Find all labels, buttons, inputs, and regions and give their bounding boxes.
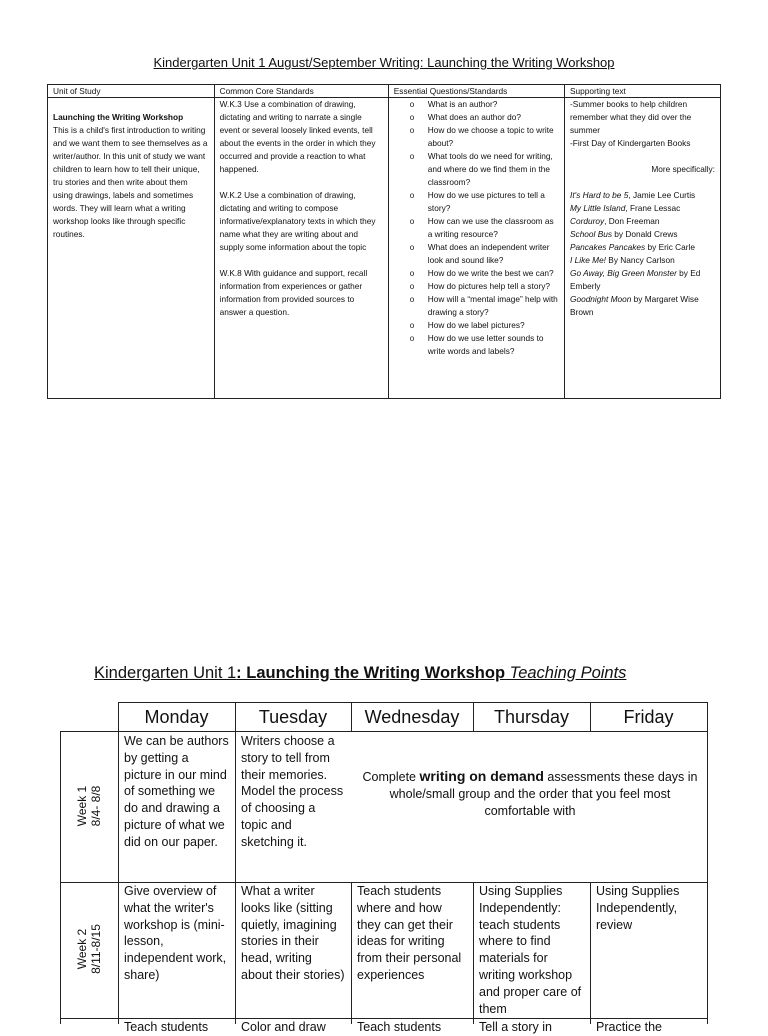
standard-wk8: W.K.8 With guidance and support, recall information from experiences or gather information from provided sources to answer a question. [219, 268, 368, 317]
standard-wk2: W.K.2 Use a combination of drawing, dictating and writing to compose informative/explanatory texts in which they name what they are writing about and supply some information about the topic [219, 190, 376, 252]
question-item: o How can we use the classroom as a writing resource? [394, 215, 559, 241]
unit-heading: Launching the Writing Workshop [53, 112, 184, 122]
day-header-tuesday: Tuesday [258, 707, 328, 727]
question-item: o What does an independent writer look and sound like? [394, 241, 559, 267]
unit-of-study-cell [48, 98, 215, 399]
week2-wednesday-cell: Teach students where and how they can get their ideas for writing from their personal experiences [357, 884, 462, 982]
book-list [570, 189, 715, 319]
question-item: o What is an author? [394, 98, 559, 111]
book-item: It's Hard to be 5, Jamie Lee Curtis [570, 190, 696, 200]
question-item: o What does an author do? [394, 111, 559, 124]
week2-friday-cell: Using Supplies Independently, review [596, 884, 680, 932]
week3-wednesday-cell: Teach students [357, 1020, 442, 1034]
book-item: I Like Me! By Nancy Carlson [570, 255, 675, 265]
question-item: o How do pictures help tell a story? [394, 280, 559, 293]
more-specifically-label: More specifically: [651, 164, 715, 174]
week1-merged-cell: Complete writing on demand assessments these days in whole/small group and the order that you feel most comfortable with [362, 768, 698, 818]
standard-wk3: W.K.3 Use a combination of drawing, dictating and writing to narrate a single event or several loosely linked events, tell about the events in the order in which they occurred and provide a reaction to what happened. [219, 99, 376, 174]
week2-tuesday-cell: What a writer looks like (sitting quietly, imagining stories in their head, writing about their stories) [241, 884, 345, 982]
header-supporting-text: Supporting text [565, 85, 721, 98]
question-item: o How will a “mental image” help with drawing a story? [394, 293, 559, 319]
standards-cell [214, 98, 388, 399]
supporting-intro-first-day: -First Day of Kindergarten Books [570, 138, 691, 148]
book-item: Go Away, Big Green Monster by Ed Emberly [570, 268, 701, 291]
question-item: o How do we use pictures to tell a story? [394, 189, 559, 215]
day-header-thursday: Thursday [493, 707, 570, 727]
week3-tuesday-cell: Color and draw [241, 1020, 326, 1034]
supporting-text-cell [565, 98, 721, 399]
question-item: o How do we choose a topic to write about? [394, 124, 559, 150]
book-item: Corduroy, Don Freeman [570, 216, 660, 226]
unit-plan-header-row [48, 85, 721, 98]
week3-thursday-cell: Tell a story in [479, 1020, 552, 1034]
week-1-label: Week 1 8/4- 8/8 [75, 785, 103, 827]
week3-friday-cell: Practice the [596, 1020, 663, 1034]
book-item: Goodnight Moon by Margaret Wise Brown [570, 294, 699, 317]
header-unit-of-study: Unit of Study [48, 85, 215, 98]
question-item: o What tools do we need for writing, and where do we find them in the classroom? [394, 150, 559, 189]
header-essential-questions: Essential Questions/Standards [388, 85, 564, 98]
book-item: Pancakes Pancakes by Eric Carle [570, 242, 695, 252]
week1-tuesday-cell: Writers choose a story to tell from their memories. Model the process of choosing a topic and sketching it. [241, 734, 344, 849]
week-2-label: Week 2 8/11-8/15 [75, 924, 103, 974]
questions-cell [388, 98, 564, 399]
unit-description: This is a child's first introduction to writing and we want them to see themselves as a writer/author. In this unit of study we want children to learn how to tell their unique, tru stories and then write about them using drawings, labels and sometimes words. They will learn what a writing workshop looks like through specific routines. [53, 125, 208, 239]
question-item: o How do we label pictures? [394, 319, 559, 332]
supporting-intro-summer: -Summer books to help children remember what they did over the summer [570, 99, 692, 135]
week3-monday-cell: Teach students [124, 1020, 209, 1034]
book-item: My Little Island, Frane Lessac [570, 203, 681, 213]
week2-thursday-cell: Using Supplies Independently: teach students where to find materials for writing workshop and proper care of them [479, 884, 582, 1016]
day-header-wednesday: Wednesday [364, 707, 460, 727]
questions-list [394, 98, 559, 358]
week1-monday-cell: We can be authors by getting a picture in our mind of something we do and drawing a picture of what we did on our paper. [124, 734, 229, 849]
unit-plan-table [47, 84, 721, 399]
header-common-core: Common Core Standards [214, 85, 388, 98]
book-item: School Bus by Donald Crews [570, 229, 678, 239]
unit-plan-body-row [48, 98, 721, 399]
day-header-friday: Friday [623, 707, 674, 727]
question-item: o How do we write the best we can? [394, 267, 559, 280]
day-header-monday: Monday [144, 707, 209, 727]
question-item: o How do we use letter sounds to write words and labels? [394, 332, 559, 358]
unit-plan-title: Kindergarten Unit 1 August/September Writing: Launching the Writing Workshop [153, 55, 615, 70]
week2-monday-cell: Give overview of what the writer's workshop is (mini-lesson, independent work, share) [124, 884, 227, 982]
teaching-points-title: Kindergarten Unit 1: Launching the Writing Workshop Teaching Points [94, 664, 627, 682]
